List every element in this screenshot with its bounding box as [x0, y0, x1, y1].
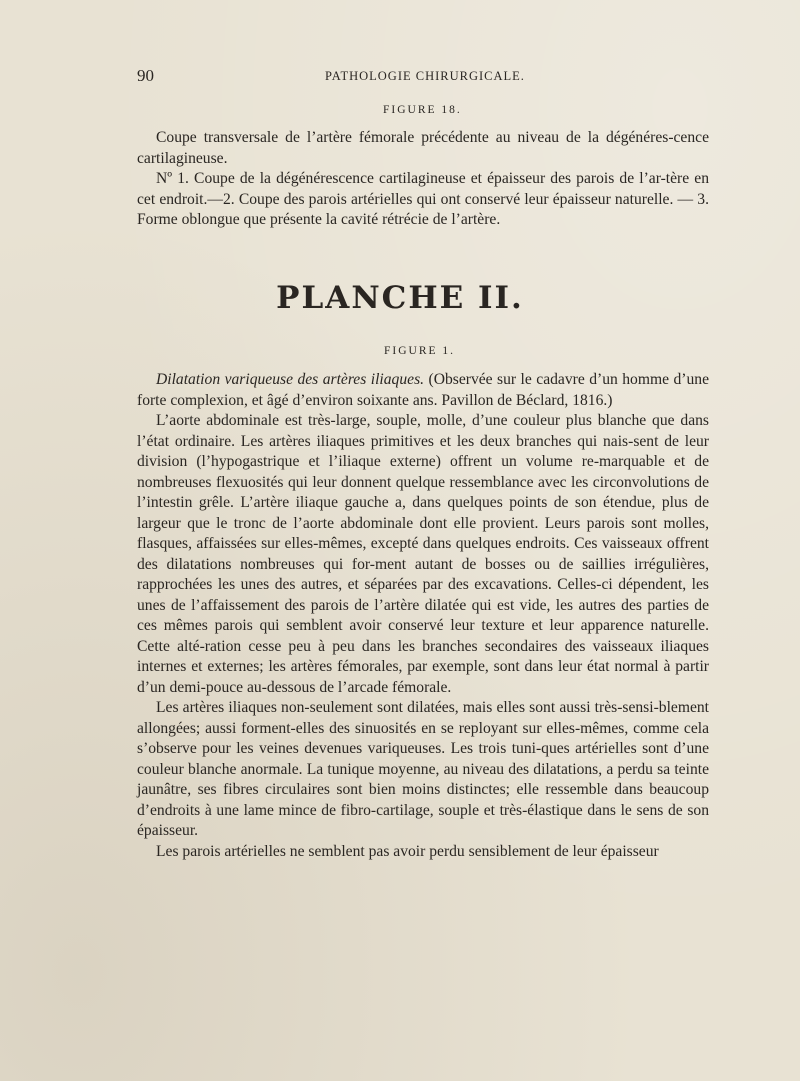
figure-18-text [137, 128, 709, 231]
figure-1-paragraph-3: Les parois artérielles ne semblent pas avoir perdu sensiblement de leur épaisseur [156, 842, 659, 860]
running-head: PATHOLOGIE CHIRURGICALE. [325, 69, 525, 83]
page-header [137, 66, 707, 88]
plate-title: PLANCHE II. [276, 280, 524, 316]
figure-1-subtitle: Dilatation variqueuse des artères iliaques. [156, 371, 425, 388]
figure-1-label: FIGURE 1. [384, 345, 456, 357]
figure-18-paragraph-1: Coupe transversale de l’artère fémorale précédente au niveau de la dégénéres-cence cartilagineuse. [137, 129, 709, 167]
figure-1-paragraph-1: L’aorte abdominale est très-large, souple, molle, d’une couleur plus blanche que dans l’état ordinaire. Les artères iliaques primitives et les deux branches qui nais-sent de leur division (l’hypogastrique et l’iliaque externe) offrent un volume re-marquable et de nombreuses flexuosités qui leur donnent quelque ressemblance avec les circonvolutions de l’intestin grêle. L’artère iliaque gauche a, dans quelques points de son étendue, plus de largeur que le tronc de l’aorte abdominale dont elle provient. Leurs parois sont molles, flasques, affaissées sur elles-mêmes, excepté dans quelques endroits. Ces vaisseaux offrent des dilatations nombreuses qui for-ment autant de bosses ou de saillies irrégulières, rapprochées les unes des autres, et séparées par des excavations. Celles-ci dépendent, les unes de l’affaissement des parois de l’artère dilatée qui est vide, les autres des parties de ces mêmes parois qui semblent avoir conservé leur texture et leur apparence naturelle. Cette alté-ration cesse peu à peu dans les branches secondaires des vaisseaux iliaques internes et externes; les artères fémorales, par exemple, sont dans leur état normal à partir d’un demi-pouce au-dessous de l’arcade fémorale. [137, 412, 709, 696]
figure-1-intro [137, 370, 709, 411]
figure-18-label: FIGURE 18. [383, 104, 462, 116]
figure-1-observation: (Observée sur le cadavre d’un homme d’une forte complexion, et âgé d’environ soixante ans. Pavillon de Béclard, 1816.) [137, 371, 709, 409]
figure-1-paragraph-2: Les artères iliaques non-seulement sont dilatées, mais elles sont aussi très-sensi-blement allongées; aussi forment-elles des sinuosités en se reployant sur elles-mêmes, comme cela s’observe pour les veines devenues variqueuses. Les trois tuni-ques artérielles sont d’une couleur blanche anormale. La tunique moyenne, au niveau des dilatations, a perdu sa teinte jaunâtre, ses fibres circulaires sont bien moins distinctes; elle ressemble dans beaucoup d’endroits à une lame mince de fibro-cartilage, souple et très-élastique dans le sens de son épaisseur. [137, 699, 709, 839]
page-number: 90 [137, 66, 154, 85]
figure-18-paragraph-2: Nº 1. Coupe de la dégénérescence cartilagineuse et épaisseur des parois de l’ar-tère en cet endroit.—2. Coupe des parois artérielles qui ont conservé leur épaisseur naturelle. — 3. Forme oblongue que présente la cavité rétrécie de l’artère. [137, 170, 709, 228]
figure-1-text [137, 370, 709, 862]
